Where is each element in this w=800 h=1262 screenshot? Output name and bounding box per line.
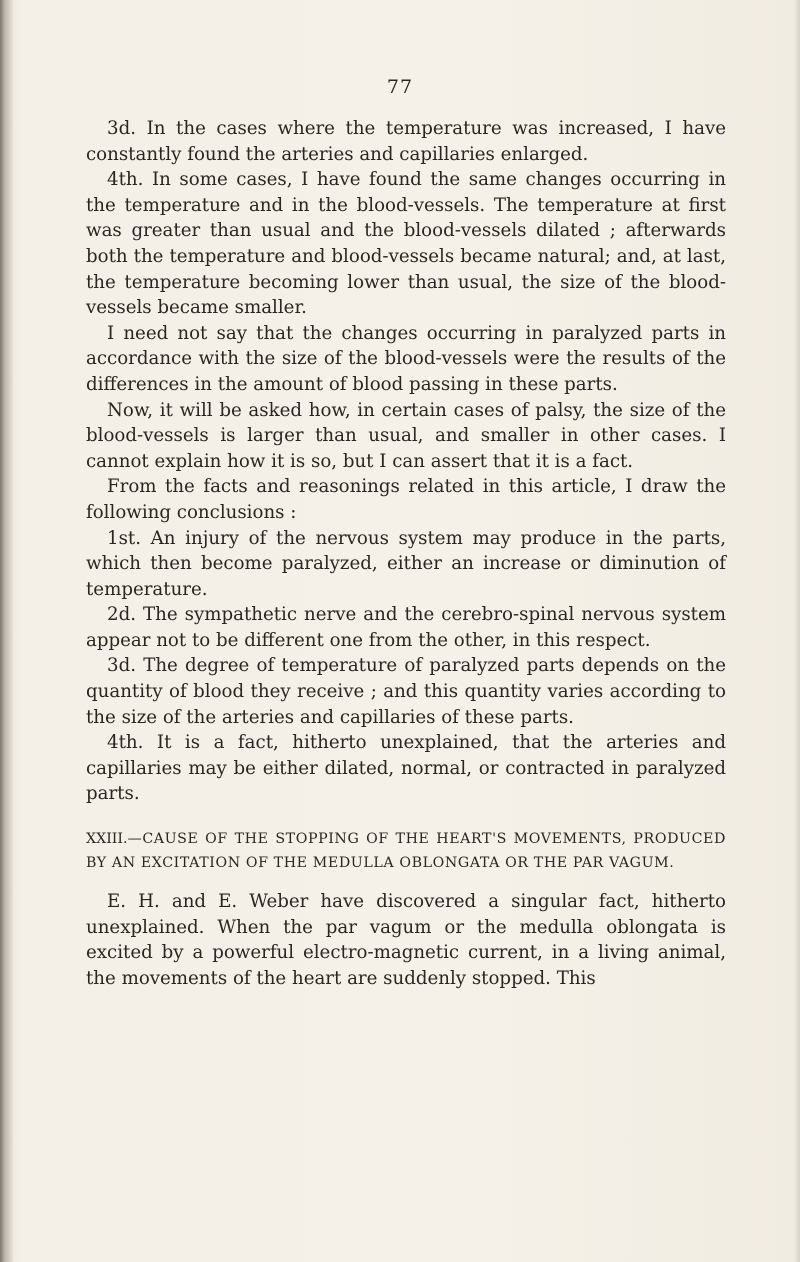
paragraph-conclusion-3d: 3d. The degree of temperature of paralyzed parts depends on the quantity of blood they receive ; and this quantity varies according to the size of the arteries and capillaries of these parts. [86, 655, 726, 728]
paragraph-conclusions-intro: From the facts and reasonings related in this article, I draw the following conclusions : [86, 476, 726, 523]
paragraph-conclusion-2d: 2d. The sympathetic nerve and the cerebro-spinal nervous system appear not to be different one from the other, in this respect. [86, 604, 726, 651]
body-text [86, 116, 726, 991]
section-heading [86, 827, 726, 875]
page-number: 77 [386, 76, 414, 98]
paragraph-4th-same-changes: 4th. In some cases, I have found the same changes occurring in the temperature and in the blood-vessels. The temperature at first was greater than usual and the blood-vessels dilated ; afterwards both the temperature and blood-vessels became natural; and, at last, the temperature becoming lower than usual, the size of the blood-vessels became smaller. [86, 169, 726, 319]
paragraph-cases-of-palsy: Now, it will be asked how, in certain cases of palsy, the size of the blood-vessels is larger than usual, and smaller in other cases. I cannot explain how it is so, but I can assert that it is a fact. [86, 399, 726, 472]
paragraph-changes-paralyzed-parts: I need not say that the changes occurring in paralyzed parts in accordance with the size of the blood-vessels were the results of the differences in the amount of blood passing in these parts. [86, 322, 726, 395]
section-title: —CAUSE OF THE STOPPING OF THE HEART'S MOVEMENTS, PRODUCED BY AN EXCITATION OF THE MEDULLA OBLONGATA OR THE PAR VAGUM. [86, 831, 726, 872]
paragraph-weber-discovery: E. H. and E. Weber have discovered a singular fact, hitherto unexplained. When the par vagum or the medulla oblongata is excited by a powerful electro-magnetic current, in a living animal, the movements of the heart are suddenly stopped. This [86, 891, 726, 989]
section-number: XXIII. [86, 831, 128, 848]
page-binding-edge [0, 0, 14, 1262]
paragraph-3d-temperature-increased: 3d. In the cases where the temperature was increased, I have constantly found the arteries and capillaries enlarged. [86, 118, 726, 165]
page-right-edge [794, 0, 800, 1262]
paragraph-conclusion-4th: 4th. It is a fact, hitherto unexplained, that the arteries and capillaries may be either dilated, normal, or contracted in paralyzed parts. [86, 732, 726, 805]
paragraph-conclusion-1st: 1st. An injury of the nervous system may produce in the parts, which then become paralyzed, either an increase or diminution of temperature. [86, 527, 726, 600]
